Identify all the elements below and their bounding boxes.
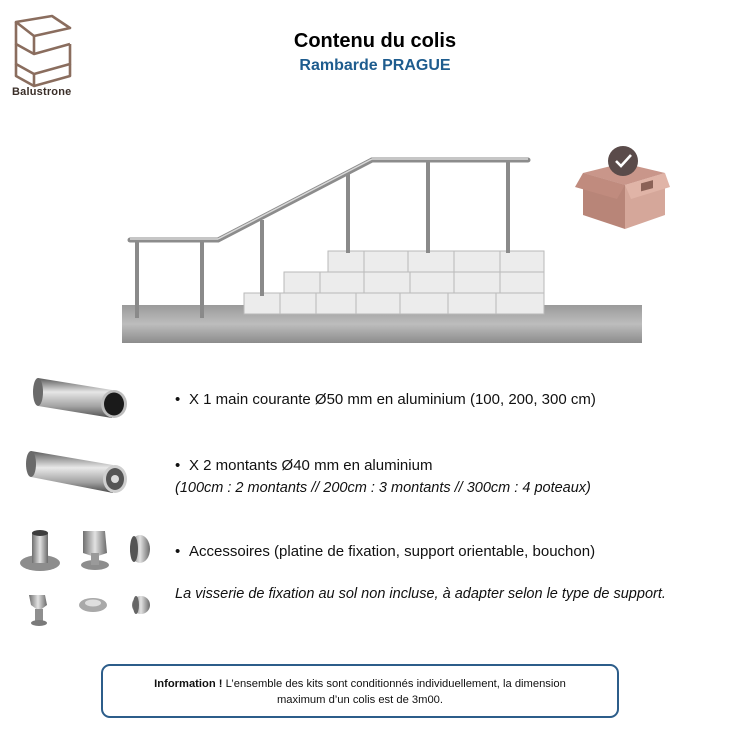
info-box (101, 664, 619, 718)
page-subtitle: Rambarde PRAGUE (299, 57, 451, 74)
item-posts-note: (100cm : 2 montants // 200cm : 3 montants // 300cm : 4 poteaux) (175, 480, 591, 496)
accessories-icon (15, 525, 165, 635)
info-text-1: L’ensemble des kits sont conditionnés individuellement, la dimension (225, 678, 566, 690)
item-label: Accessoires (platine de fixation, support orientable, bouchon) (189, 543, 596, 560)
info-text-2: maximum d’un colis est de 3m00. (276, 694, 443, 706)
item-accessories-text (175, 543, 595, 560)
item-posts-text (175, 457, 432, 474)
package-check-icon (575, 143, 670, 233)
post-tube-icon (25, 445, 135, 497)
brand-name: Balustrone (12, 86, 72, 98)
info-line-1 (103, 676, 617, 692)
item-label: X 2 montants Ø40 mm en aluminium (189, 457, 433, 474)
bullet: • (175, 543, 181, 560)
bullet: • (175, 391, 181, 408)
page-title: Contenu du colis (293, 30, 457, 52)
item-handrail-text (175, 391, 596, 408)
item-accessories-note: La visserie de fixation au sol non incluse, à adapter selon le type de support. (175, 586, 666, 602)
bullet: • (175, 457, 181, 474)
railing-stairs-illustration (120, 150, 645, 345)
handrail-tube-icon (32, 372, 132, 422)
item-label: X 1 main courante Ø50 mm en aluminium (100, 200, 300 cm) (189, 391, 596, 408)
info-label: Information ! (154, 678, 223, 690)
